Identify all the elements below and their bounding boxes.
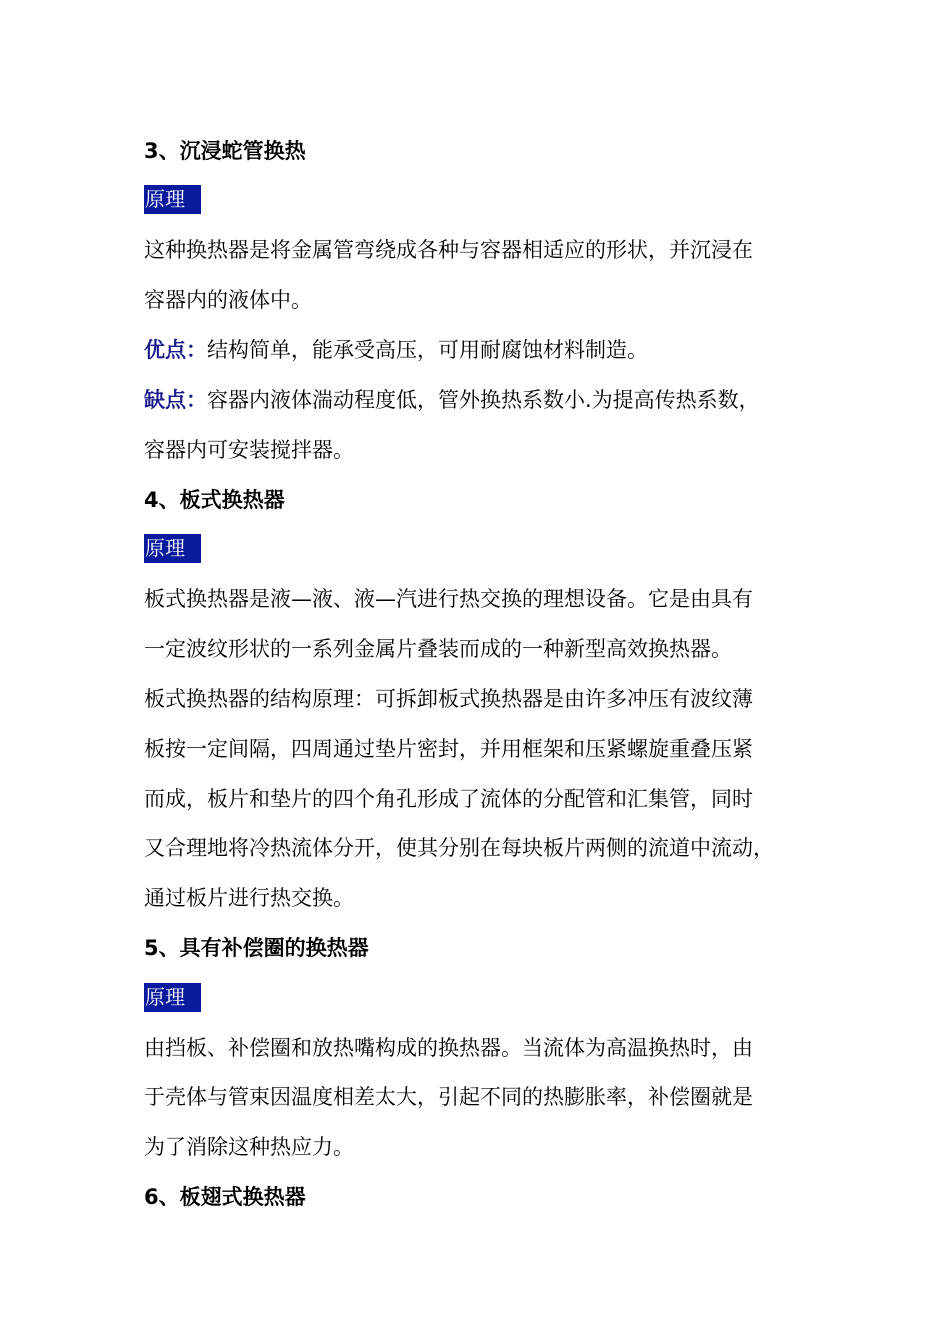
disadvantages-line bbox=[144, 385, 760, 415]
principle-tag: 原理 bbox=[144, 534, 201, 563]
paragraph-line: 这种换热器是将金属管弯绕成各种与容器相适应的形状，并沉浸在 bbox=[144, 238, 753, 262]
principle-tag: 原理 bbox=[144, 185, 201, 214]
paragraph-line: 容器内可安装搅拌器。 bbox=[144, 438, 354, 462]
paragraph-line: 板式换热器的结构原理：可拆卸板式换热器是由许多冲压有波纹薄 bbox=[144, 687, 753, 711]
paragraph-line: 而成，板片和垫片的四个角孔形成了流体的分配管和汇集管，同时 bbox=[144, 787, 753, 811]
paragraph-line: 为了消除这种热应力。 bbox=[144, 1135, 354, 1159]
advantages-line bbox=[144, 335, 648, 365]
disadvantages-label: 缺点： bbox=[144, 388, 207, 412]
paragraph-line: 容器内的液体中。 bbox=[144, 288, 312, 312]
principle-tag: 原理 bbox=[144, 983, 201, 1012]
paragraph-line: 于壳体与管束因温度相差太大，引起不同的热膨胀率，补偿圈就是 bbox=[144, 1085, 753, 1109]
advantages-text: 结构简单，能承受高压，可用耐腐蚀材料制造。 bbox=[207, 338, 648, 362]
paragraph-line: 板式换热器是液—液、液—汽进行热交换的理想设备。它是由具有 bbox=[144, 587, 753, 611]
section-heading: 5、具有补偿圈的换热器 bbox=[144, 936, 369, 960]
paragraph-line: 又合理地将冷热流体分开，使其分别在每块板片两侧的流道中流动， bbox=[144, 836, 774, 860]
paragraph-line: 板按一定间隔，四周通过垫片密封，并用框架和压紧螺旋重叠压紧 bbox=[144, 737, 753, 761]
section-heading: 4、板式换热器 bbox=[144, 488, 285, 512]
paragraph-line: 由挡板、补偿圈和放热嘴构成的换热器。当流体为高温换热时，由 bbox=[144, 1036, 753, 1060]
paragraph-line: 一定波纹形状的一系列金属片叠装而成的一种新型高效换热器。 bbox=[144, 637, 732, 661]
advantages-label: 优点： bbox=[144, 338, 207, 362]
section-heading: 3、沉浸蛇管换热 bbox=[144, 139, 306, 163]
disadvantages-text: 容器内液体湍动程度低，管外换热系数小.为提高传热系数， bbox=[207, 388, 760, 412]
paragraph-line: 通过板片进行热交换。 bbox=[144, 886, 354, 910]
section-heading: 6、板翅式换热器 bbox=[144, 1185, 306, 1209]
